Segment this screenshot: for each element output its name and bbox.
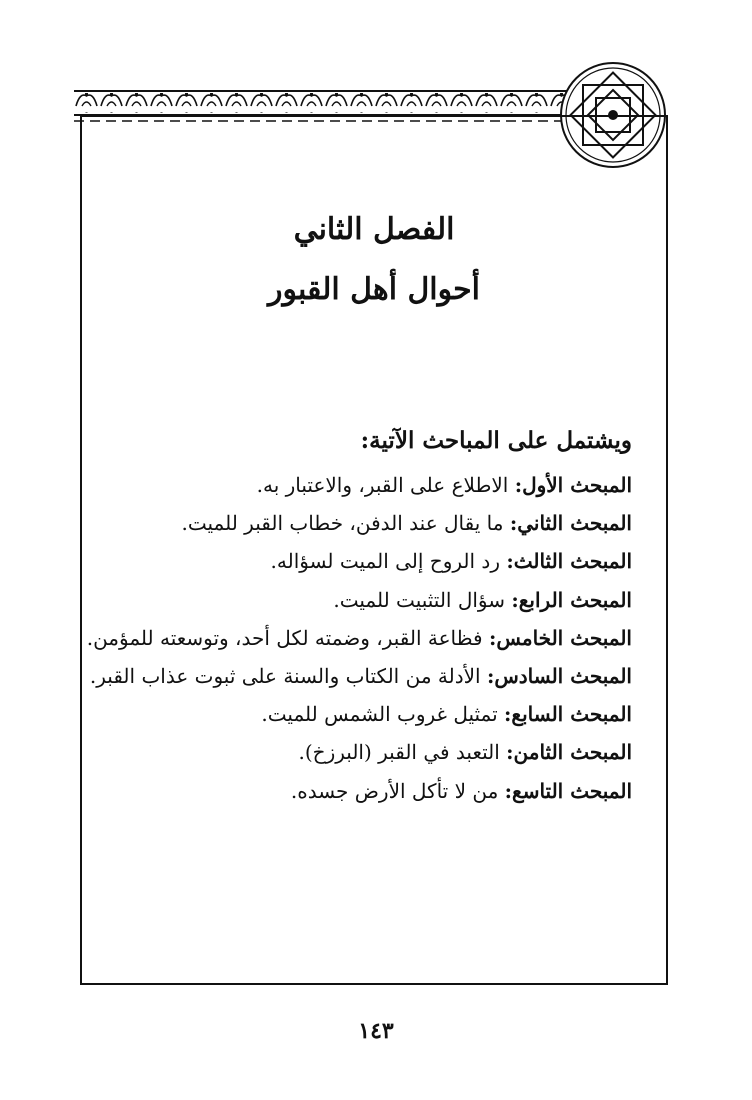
topic-label: المبحث السادس: bbox=[486, 663, 632, 688]
topic-label: المبحث الثامن: bbox=[506, 740, 632, 765]
list-item bbox=[92, 546, 632, 584]
list-item bbox=[92, 699, 632, 737]
topic-label: المبحث الثالث: bbox=[506, 549, 632, 574]
list-item bbox=[86, 623, 632, 661]
topic-label: المبحث التاسع: bbox=[504, 778, 632, 803]
topics-list bbox=[86, 470, 632, 814]
topics-intro: ويشتمل على المباحث الآتية: bbox=[360, 427, 632, 454]
list-item bbox=[92, 585, 632, 623]
topic-text: تمثيل غروب الشمس للميت. bbox=[261, 702, 498, 727]
list-item bbox=[89, 661, 632, 699]
topic-label: المبحث الرابع: bbox=[511, 587, 632, 612]
topic-text: من لا تأكل الأرض جسده. bbox=[290, 778, 499, 803]
topic-label: المبحث الأول: bbox=[514, 473, 632, 497]
page-number: ١٤٣ bbox=[358, 1018, 394, 1044]
list-item bbox=[92, 737, 632, 775]
topic-text: رد الروح إلى الميت لسؤاله. bbox=[270, 549, 500, 574]
topic-text: ما يقال عند الدفن، خطاب القبر للميت. bbox=[181, 511, 504, 536]
topic-label: المبحث الخامس: bbox=[488, 625, 632, 650]
list-item bbox=[92, 776, 632, 814]
topic-text: الاطلاع على القبر، والاعتبار به. bbox=[256, 473, 509, 497]
topic-label: المبحث السابع: bbox=[504, 702, 632, 727]
chapter-title: الفصل الثاني bbox=[293, 212, 455, 247]
topic-text: التعبد في القبر (البرزخ). bbox=[298, 740, 500, 765]
topic-text: فظاعة القبر، وضمته لكل أحد، وتوسعته للمؤمن. bbox=[86, 625, 483, 650]
topic-text: الأدلة من الكتاب والسنة على ثبوت عذاب القبر. bbox=[89, 663, 481, 688]
topic-text: سؤال التثبيت للميت. bbox=[333, 587, 506, 612]
chapter-subtitle: أحوال أهل القبور bbox=[268, 272, 480, 307]
list-item bbox=[92, 470, 632, 508]
topic-label: المبحث الثاني: bbox=[509, 511, 632, 536]
list-item bbox=[92, 508, 632, 546]
